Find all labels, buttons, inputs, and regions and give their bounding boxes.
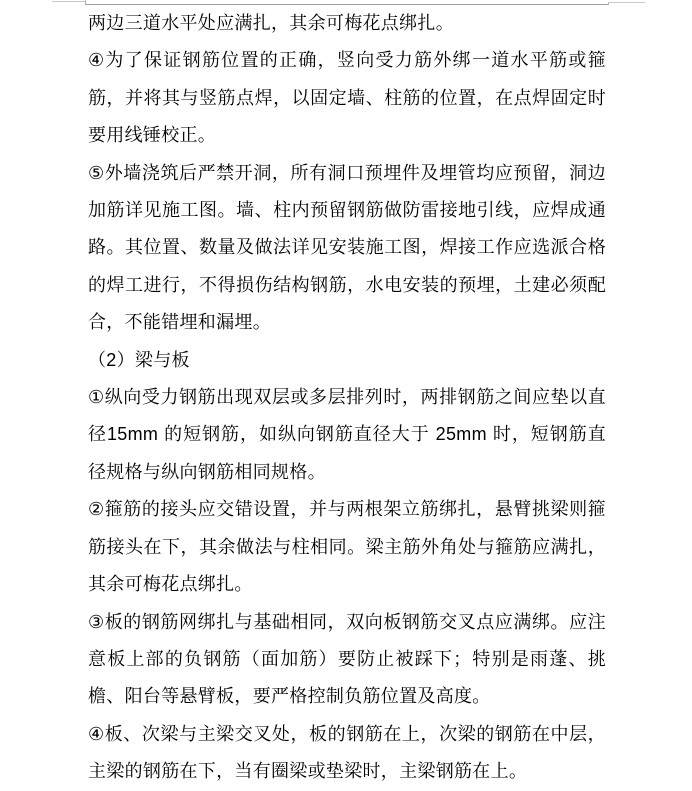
page-boundary-mark-left-vertical bbox=[85, 0, 86, 5]
section-heading-beams-and-slabs: （2）梁与板 bbox=[88, 349, 190, 370]
paragraph-item-4-rebar-position: ④为了保证钢筋位置的正确，竖向受力筋外绑一道水平筋或箍筋，并将其与竖筋点焊，以固定墙、柱筋的位置，在点焊固定时要用线锤校正。 bbox=[88, 50, 606, 146]
page-boundary-mark-right-vertical bbox=[608, 2, 609, 5]
paragraph-item-1-longitudinal-rebar: ①纵向受力钢筋出现双层或多层排列时，两排钢筋之间应垫以直径15mm 的短钢筋，如纵向钢筋直径大于 25mm 时，短钢筋直径规格与纵向钢筋相同规格。 bbox=[88, 387, 606, 482]
document-text-area bbox=[88, 5, 606, 791]
paragraph-continuation-wall-binding: 两边三道水平处应满扎，其余可梅花点绑扎。 bbox=[88, 13, 454, 33]
paragraph-item-4-beam-intersections: ④板、次梁与主梁交叉处，板的钢筋在上，次梁的钢筋在中层，主梁的钢筋在下，当有圈梁或垫梁时，主梁钢筋在上。 bbox=[88, 723, 606, 782]
paragraph-item-2-stirrup-joints: ②箍筋的接头应交错设置，并与两根架立筋绑扎，悬臂挑梁则箍筋接头在下，其余做法与柱相同。梁主筋外角处与箍筋应满扎，其余可梅花点绑扎。 bbox=[88, 499, 606, 595]
paragraph-item-5-wall-openings: ⑤外墙浇筑后严禁开洞，所有洞口预埋件及埋管均应预留，洞边加筋详见施工图。墙、柱内预留钢筋做防雷接地引线，应焊成通路。其位置、数量及做法详见安装施工图，焊接工作应选派合格的焊工进行，不得损伤结构钢筋，水电安装的预埋，土建必须配合，不能错埋和漏埋。 bbox=[88, 162, 606, 333]
page-boundary-mark-left-light bbox=[52, 1, 85, 2]
paragraph-item-3-slab-mesh: ③板的钢筋网绑扎与基础相同，双向板钢筋交叉点应满绑。应注意板上部的负钢筋（面加筋）要防止被踩下；特别是雨蓬、挑檐、阳台等悬臂板，要严格控制负筋位置及高度。 bbox=[88, 611, 606, 707]
page-boundary-mark-right-light bbox=[608, 2, 645, 3]
